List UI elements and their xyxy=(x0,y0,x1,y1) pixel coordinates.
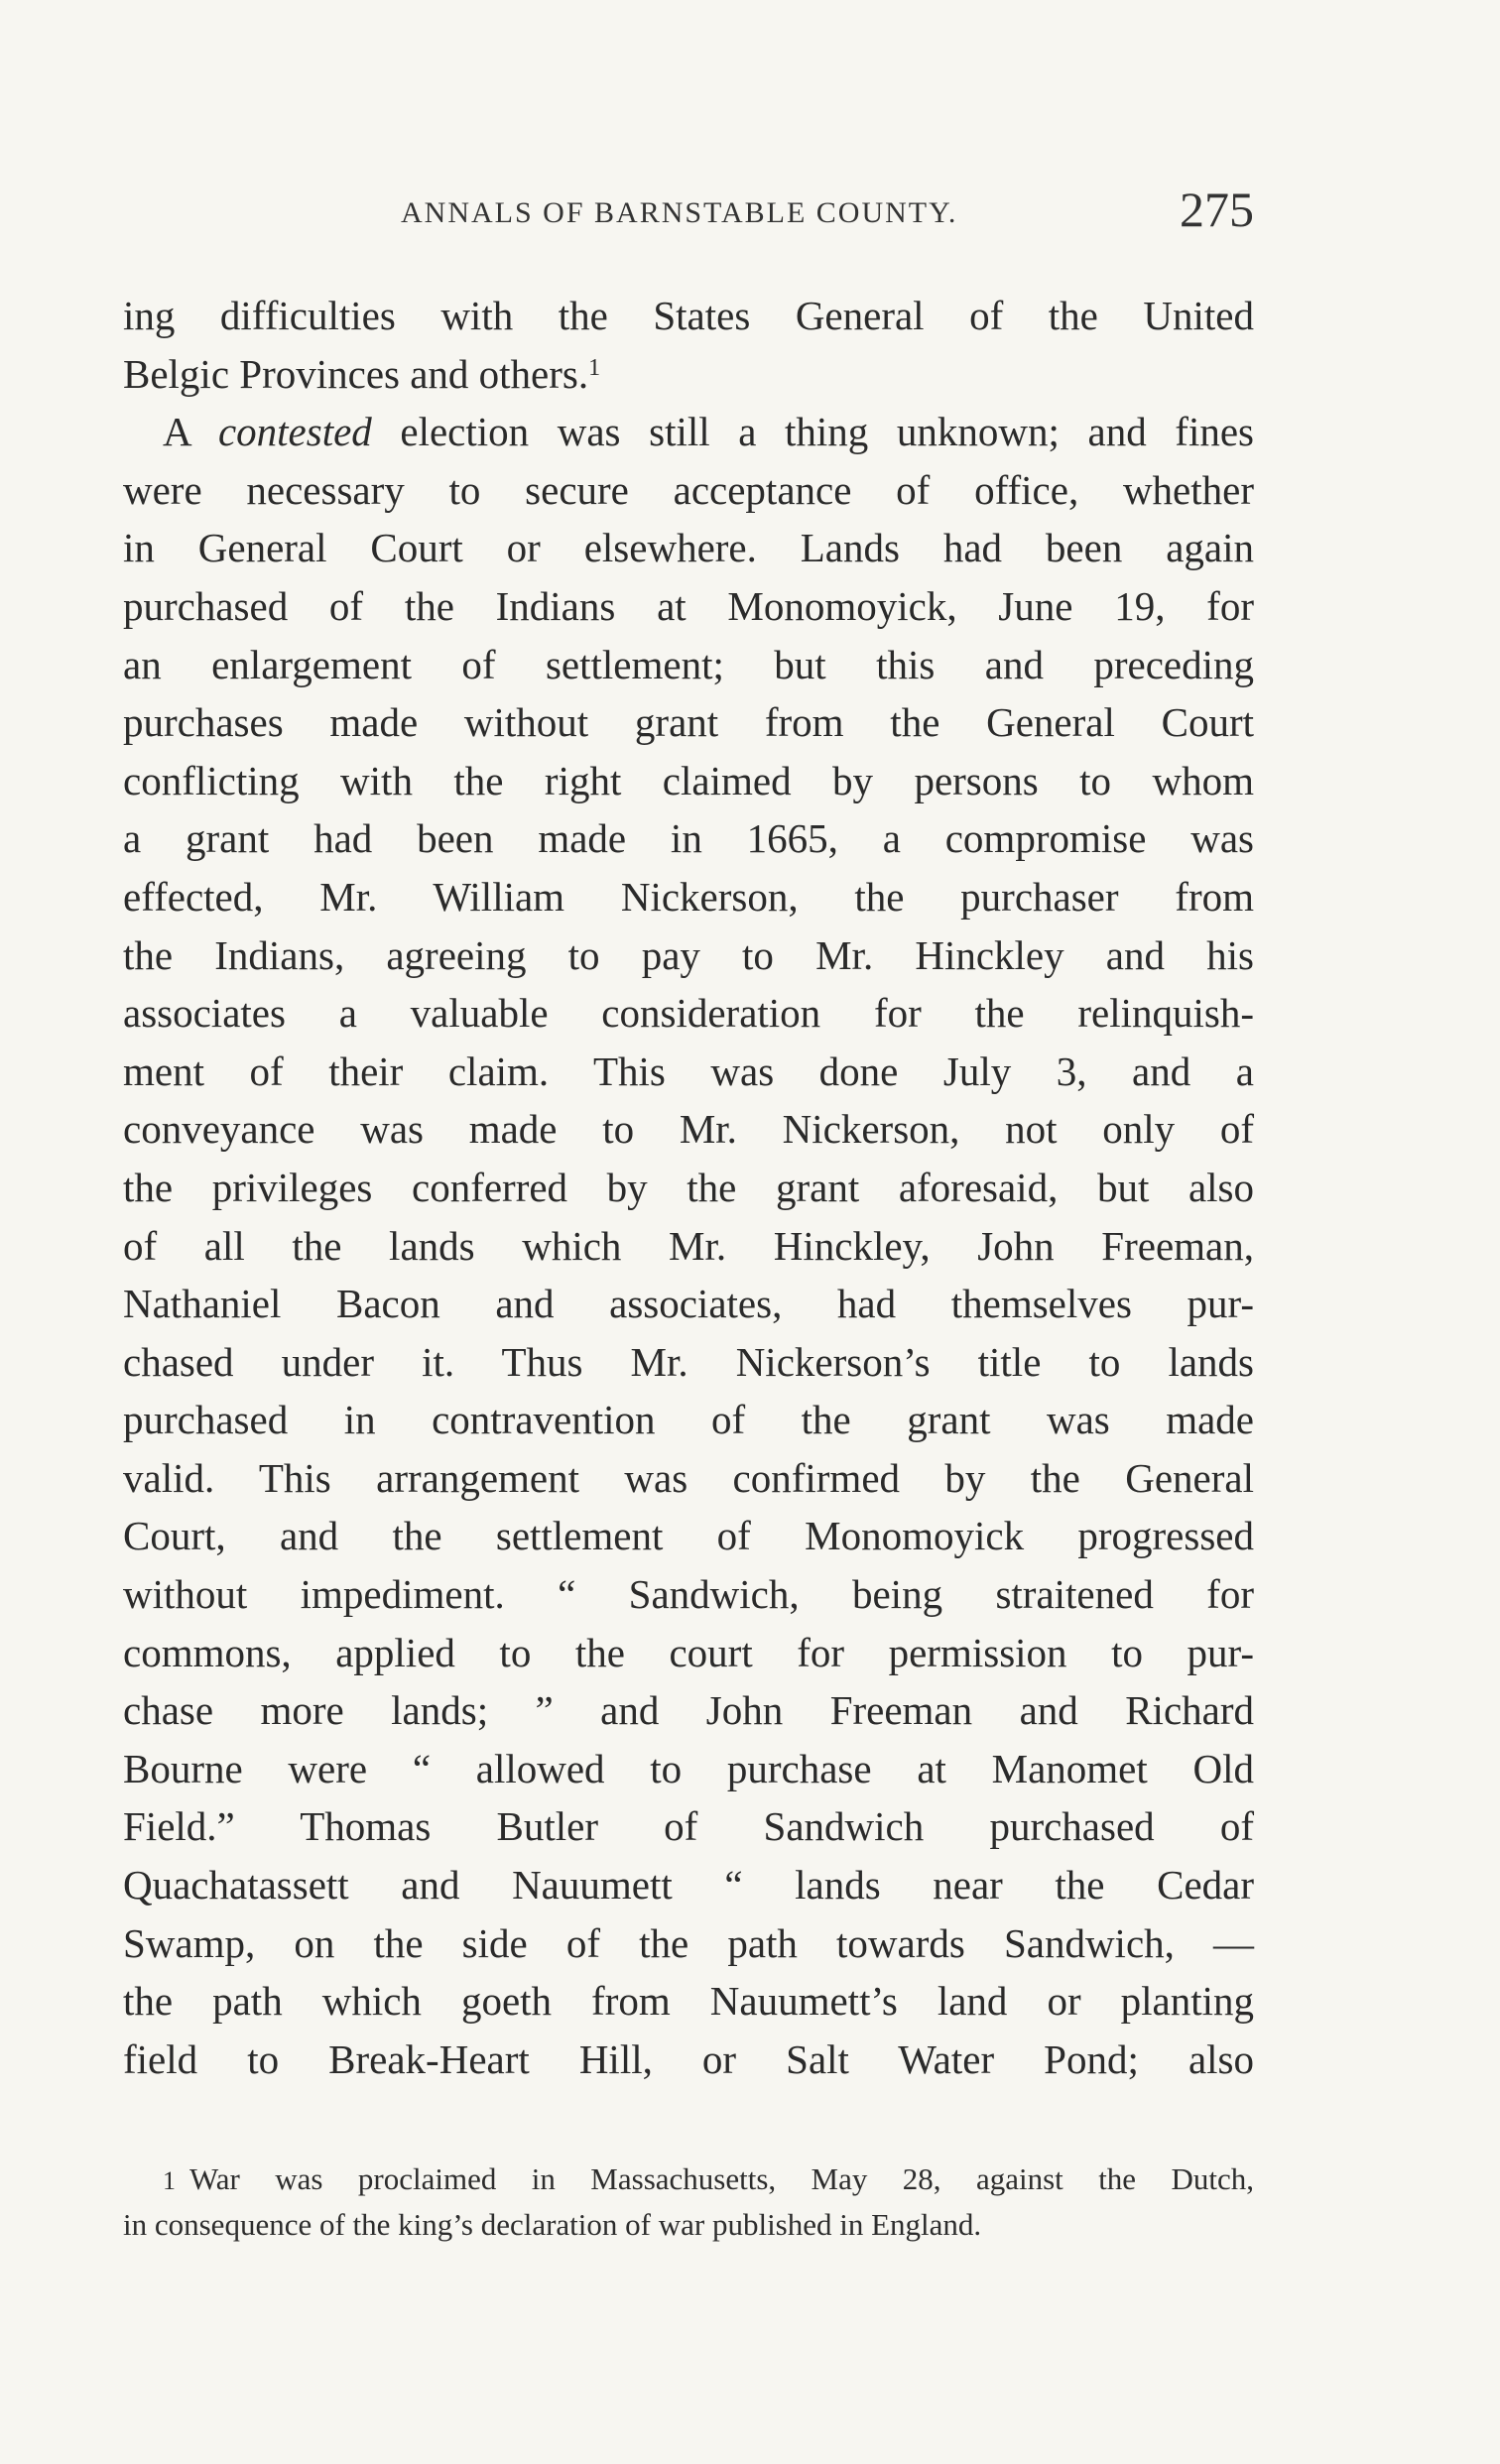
text-line: the Indians, agreeing to pay to Mr. Hinckley and his xyxy=(123,931,1254,978)
text-line: Bourne were “ allowed to purchase at Manomet Old xyxy=(123,1745,1254,1791)
footnote-text: War was proclaimed in Massachusetts, May 28, against the Dutch, xyxy=(189,2161,1254,2196)
text-line: purchased in contravention of the grant was made xyxy=(123,1397,1254,1443)
text-line: ing difficulties with the States General of the United xyxy=(123,293,1254,338)
text-line: Court, and the settlement of Monomoyick progressed xyxy=(123,1513,1254,1559)
text-line: in General Court or elsewhere. Lands had been again xyxy=(123,525,1254,571)
text-line: of all the lands which Mr. Hinckley, John Freeman, xyxy=(123,1222,1254,1269)
body-text xyxy=(123,287,1254,2088)
text-line: purchased of the Indians at Monomoyick, June 19, for xyxy=(123,582,1254,629)
text-line: valid. This arrangement was confirmed by the General xyxy=(123,1454,1254,1501)
footnotes xyxy=(123,2156,1254,2248)
italic-word: contested xyxy=(217,409,372,455)
text-line: conflicting with the right claimed by persons to whom xyxy=(123,757,1254,803)
footnote-marker: 1 xyxy=(588,354,601,381)
text-line: Quachatassett and Nauumett “ lands near the Cedar xyxy=(123,1862,1254,1909)
text-line: conveyance was made to Mr. Nickerson, not only of xyxy=(123,1106,1254,1153)
footnote-line xyxy=(123,2156,1254,2202)
text-line: field to Break-Heart Hill, or Salt Water Pond; also xyxy=(123,2035,1254,2082)
running-head xyxy=(123,181,1254,250)
text-line: chase more lands; ” and John Freeman and Richard xyxy=(123,1687,1254,1734)
text-line: ment of their claim. This was done July 3, and a xyxy=(123,1047,1254,1094)
text-line: a grant had been made in 1665, a compromise was xyxy=(123,815,1254,862)
text-line: commons, applied to the court for permission to pur- xyxy=(123,1629,1254,1675)
text-line: the path which goeth from Nauumett’s land or planting xyxy=(123,1978,1254,2025)
running-title: ANNALS OF BARNSTABLE COUNTY. xyxy=(401,196,958,229)
text-line: effected, Mr. William Nickerson, the purchaser from xyxy=(123,873,1254,920)
text-line: were necessary to secure acceptance of office, whether xyxy=(123,466,1254,513)
text-line: Field.” Thomas Butler of Sandwich purchased of xyxy=(123,1803,1254,1850)
text-line: Nathaniel Bacon and associates, had themselves pur- xyxy=(123,1281,1254,1327)
text-line xyxy=(123,345,1254,404)
text-line-content: Belgic Provinces and others. xyxy=(123,350,589,397)
text-line: the privileges conferred by the grant aforesaid, but also xyxy=(123,1164,1254,1210)
text-line xyxy=(123,403,1254,461)
text-line-rest: election was still a thing unknown; and fines xyxy=(371,409,1254,455)
footnote-number: 1 xyxy=(163,2166,176,2195)
text-line: purchases made without grant from the General Court xyxy=(123,699,1254,746)
text-line-lead: A xyxy=(163,409,218,455)
text-line: Swamp, on the side of the path towards Sandwich, — xyxy=(123,1919,1254,1966)
text-line: without impediment. “ Sandwich, being straitened for xyxy=(123,1571,1254,1618)
page-number: 275 xyxy=(1180,182,1254,237)
text-line: associates a valuable consideration for the relinquish- xyxy=(123,990,1254,1037)
text-line: chased under it. Thus Mr. Nickerson’s title to lands xyxy=(123,1338,1254,1385)
text-line: an enlargement of settlement; but this and preceding xyxy=(123,641,1254,687)
footnote-line: in consequence of the king’s declaration of war published in England. xyxy=(123,2207,982,2242)
